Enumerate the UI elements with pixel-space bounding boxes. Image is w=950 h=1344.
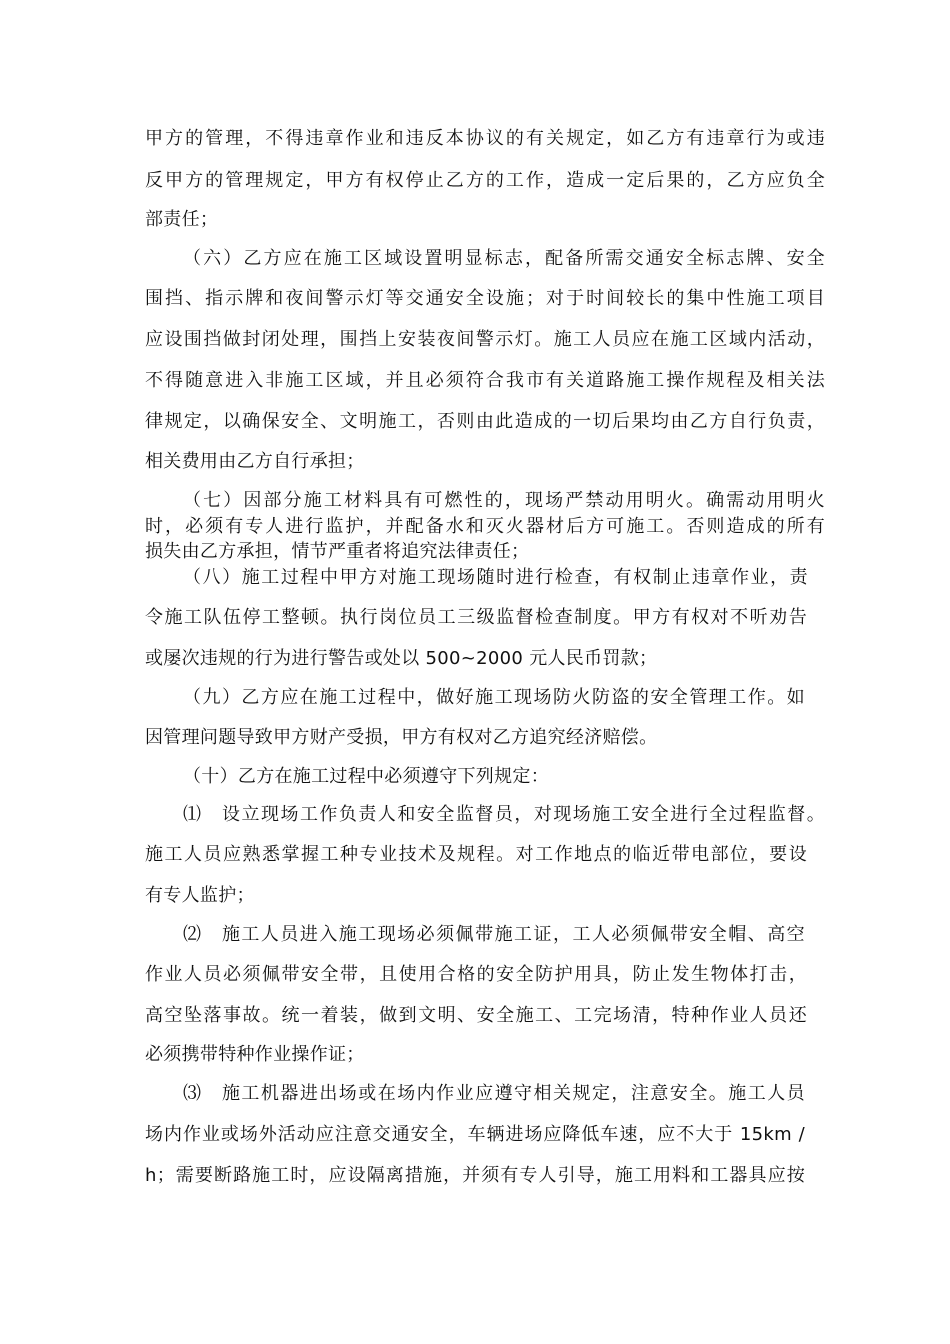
paragraph-line: （十）乙方在施工过程中必须遵守下列规定： <box>183 766 549 787</box>
paragraph-line: （七）因部分施工材料具有可燃性的，现场严禁动用明火。确需动用明火 <box>183 490 825 511</box>
list-item-line: 有专人监护； <box>145 885 255 906</box>
paragraph-line: 或屡次违规的行为进行警告或处以 500~2000 元人民币罚款； <box>145 648 658 669</box>
paragraph-line: 时，必须有专人进行监护，并配备水和灭火器材后方可施工。否则造成的所有 <box>145 516 825 537</box>
paragraph-line: （九）乙方应在施工过程中，做好施工现场防火防盗的安全管理工作。如 <box>183 687 805 708</box>
list-item-line: 作业人员必须佩带安全带，且使用合格的安全防护用具，防止发生物体打击， <box>145 964 807 985</box>
paragraph-line: 甲方的管理，不得违章作业和违反本协议的有关规定，如乙方有违章行为或违 <box>145 128 825 149</box>
paragraph-line: 不得随意进入非施工区域，并且必须符合我市有关道路施工操作规程及相关法 <box>145 370 825 391</box>
paragraph-line: 围挡、指示牌和夜间警示灯等交通安全设施；对于时间较长的集中性施工项目 <box>145 288 825 309</box>
paragraph-line: 相关费用由乙方自行承担； <box>145 451 365 472</box>
list-item-line: ⑵ 施工人员进入施工现场必须佩带施工证，工人必须佩带安全帽、高空 <box>183 924 805 945</box>
list-item-line: 高空坠落事故。统一着装，做到文明、安全施工、工完场清，特种作业人员还 <box>145 1005 807 1026</box>
list-item-line: 必须携带特种作业操作证； <box>145 1044 365 1065</box>
paragraph-line: 反甲方的管理规定，甲方有权停止乙方的工作，造成一定后果的，乙方应负全 <box>145 170 825 191</box>
paragraph-line: 部责任； <box>145 209 219 230</box>
list-item-line: ⑴ 设立现场工作负责人和安全监督员，对现场施工安全进行全过程监督。 <box>183 804 825 825</box>
list-item-line: h；需要断路施工时，应设隔离措施，并须有专人引导，施工用料和工器具应按 <box>145 1165 805 1186</box>
paragraph-line: 因管理问题导致甲方财产受损，甲方有权对乙方追究经济赔偿。 <box>145 727 658 748</box>
paragraph-line: （六）乙方应在施工区域设置明显标志，配备所需交通安全标志牌、安全 <box>183 248 825 269</box>
list-item-line: ⑶ 施工机器进出场或在场内作业应遵守相关规定，注意安全。施工人员 <box>183 1083 805 1104</box>
list-item-line: 场内作业或场外活动应注意交通安全，车辆进场应降低车速，应不大于 15km / <box>145 1124 805 1145</box>
list-item-line: 施工人员应熟悉掌握工种专业技术及规程。对工作地点的临近带电部位，要设 <box>145 844 807 865</box>
paragraph-line: 令施工队伍停工整顿。执行岗位员工三级监督检查制度。甲方有权对不听劝告 <box>145 607 807 628</box>
paragraph-line: 律规定，以确保安全、文明施工，否则由此造成的一切后果均由乙方自行负责， <box>145 411 825 432</box>
paragraph-line: 损失由乙方承担，情节严重者将追究法律责任； <box>145 541 530 562</box>
paragraph-line: （八）施工过程中甲方对施工现场随时进行检查，有权制止违章作业，责 <box>183 567 808 588</box>
paragraph-line: 应设围挡做封闭处理，围挡上安装夜间警示灯。施工人员应在施工区域内活动， <box>145 329 825 350</box>
